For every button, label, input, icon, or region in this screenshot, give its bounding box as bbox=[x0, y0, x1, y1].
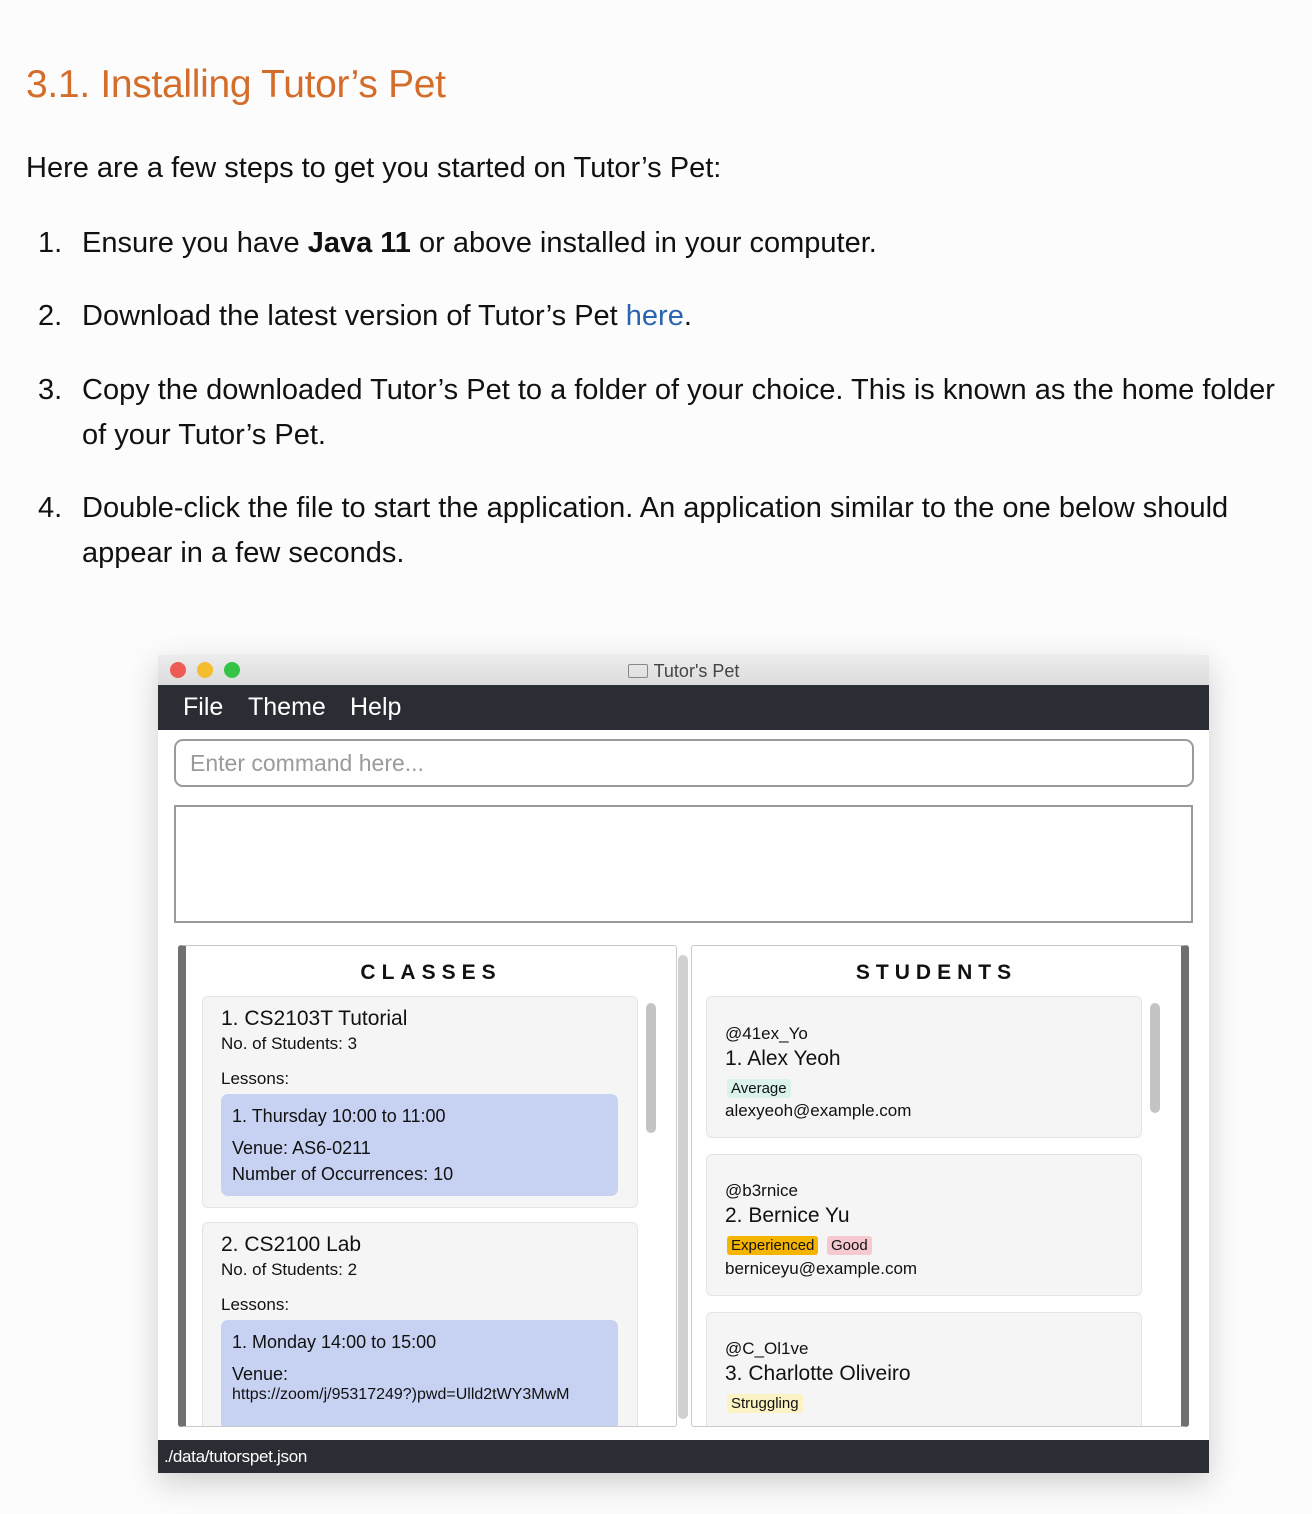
student-card[interactable] bbox=[706, 996, 1142, 1138]
lessons-label: Lessons: bbox=[221, 1295, 290, 1314]
data-file-path: ./data/tutorspet.json bbox=[164, 1447, 308, 1466]
classes-title: CLASSES bbox=[360, 961, 502, 984]
lesson-box[interactable] bbox=[221, 1094, 618, 1196]
students-scrollbar[interactable] bbox=[1148, 998, 1162, 1427]
student-name: 3. Charlotte Oliveiro bbox=[725, 1362, 911, 1385]
class-title: 1. CS2103T Tutorial bbox=[221, 1007, 408, 1030]
step-text-post: . bbox=[683, 300, 692, 332]
student-handle: @b3rnice bbox=[725, 1181, 799, 1200]
class-student-count: No. of Students: 2 bbox=[221, 1260, 358, 1279]
menu-help[interactable]: Help bbox=[350, 693, 402, 721]
step-text: Copy the downloaded Tutor’s Pet to a folder of your choice. This is known as the home folder of your Tutor’s Pet. bbox=[82, 374, 1275, 451]
lesson-link: https://zoom/j/95317249?)pwd=Ulld2tWY3MwM bbox=[232, 1386, 570, 1403]
class-card[interactable] bbox=[202, 996, 638, 1208]
command-box bbox=[174, 739, 1194, 787]
step-text-pre: Ensure you have bbox=[82, 227, 308, 259]
lesson-box[interactable] bbox=[221, 1320, 618, 1427]
step-text bbox=[82, 294, 1282, 339]
window-title-text: Tutor's Pet bbox=[653, 661, 740, 681]
status-bar bbox=[158, 1440, 1209, 1473]
step-text-pre: Download the latest version of Tutor’s Pet bbox=[82, 300, 626, 332]
menu-bar bbox=[158, 685, 1209, 730]
scrollbar-thumb[interactable] bbox=[1150, 1003, 1160, 1113]
classes-panel bbox=[178, 945, 677, 1427]
lesson-time: 1. Thursday 10:00 to 11:00 bbox=[232, 1106, 446, 1126]
step-number: 2. bbox=[38, 300, 63, 332]
window-title bbox=[158, 661, 1209, 682]
student-card[interactable] bbox=[706, 1154, 1142, 1296]
student-name: 1. Alex Yeoh bbox=[725, 1047, 841, 1070]
lessons-label: Lessons: bbox=[221, 1069, 290, 1088]
student-email: berniceyu@example.com bbox=[725, 1259, 918, 1278]
students-panel bbox=[691, 945, 1189, 1427]
tag-badge: Average bbox=[727, 1079, 791, 1098]
student-email: alexyeoh@example.com bbox=[725, 1101, 912, 1120]
step-text: Double-click the file to start the application. An application similar to the one below should appear in a few seconds. bbox=[82, 492, 1229, 569]
class-card[interactable] bbox=[202, 1222, 638, 1427]
lesson-venue: Venue: AS6-0211 bbox=[232, 1138, 371, 1158]
student-card[interactable] bbox=[706, 1312, 1142, 1427]
step-text bbox=[82, 221, 1282, 266]
tag-badge: Struggling bbox=[727, 1394, 803, 1413]
students-title: STUDENTS bbox=[855, 961, 1018, 984]
tag-badge: Good bbox=[827, 1236, 872, 1255]
menu-theme[interactable]: Theme bbox=[248, 693, 326, 721]
app-icon bbox=[628, 664, 648, 678]
section-heading: 3.1. Installing Tutor’s Pet bbox=[26, 63, 446, 106]
lesson-time: 1. Monday 14:00 to 15:00 bbox=[232, 1332, 437, 1352]
classes-scrollbar[interactable] bbox=[644, 998, 658, 1427]
step-number: 4. bbox=[38, 492, 63, 524]
lesson-venue: Venue: bbox=[232, 1364, 289, 1384]
tag-badge: Experienced bbox=[727, 1236, 818, 1255]
step-bold-text: Java 11 bbox=[307, 227, 411, 259]
download-link[interactable]: here bbox=[625, 300, 684, 332]
window-titlebar bbox=[158, 655, 1209, 685]
intro-text: Here are a few steps to get you started on Tutor’s Pet: bbox=[26, 152, 722, 184]
student-handle: @41ex_Yo bbox=[725, 1024, 808, 1043]
result-display bbox=[174, 805, 1193, 923]
class-student-count: No. of Students: 3 bbox=[221, 1034, 358, 1053]
step-number: 3. bbox=[38, 374, 63, 406]
menu-file[interactable]: File bbox=[183, 693, 224, 721]
class-title: 2. CS2100 Lab bbox=[221, 1233, 362, 1256]
lesson-occurrences: Number of Occurrences: 10 bbox=[232, 1164, 454, 1184]
scrollbar-thumb[interactable] bbox=[646, 1003, 656, 1133]
main-scrollbar[interactable] bbox=[678, 955, 688, 1419]
step-number: 1. bbox=[38, 227, 63, 259]
step-text-post: or above installed in your computer. bbox=[410, 227, 877, 259]
student-name: 2. Bernice Yu bbox=[725, 1204, 850, 1227]
student-handle: @C_Ol1ve bbox=[725, 1339, 809, 1358]
command-input[interactable] bbox=[190, 749, 1180, 777]
app-window-screenshot bbox=[158, 655, 1209, 1473]
